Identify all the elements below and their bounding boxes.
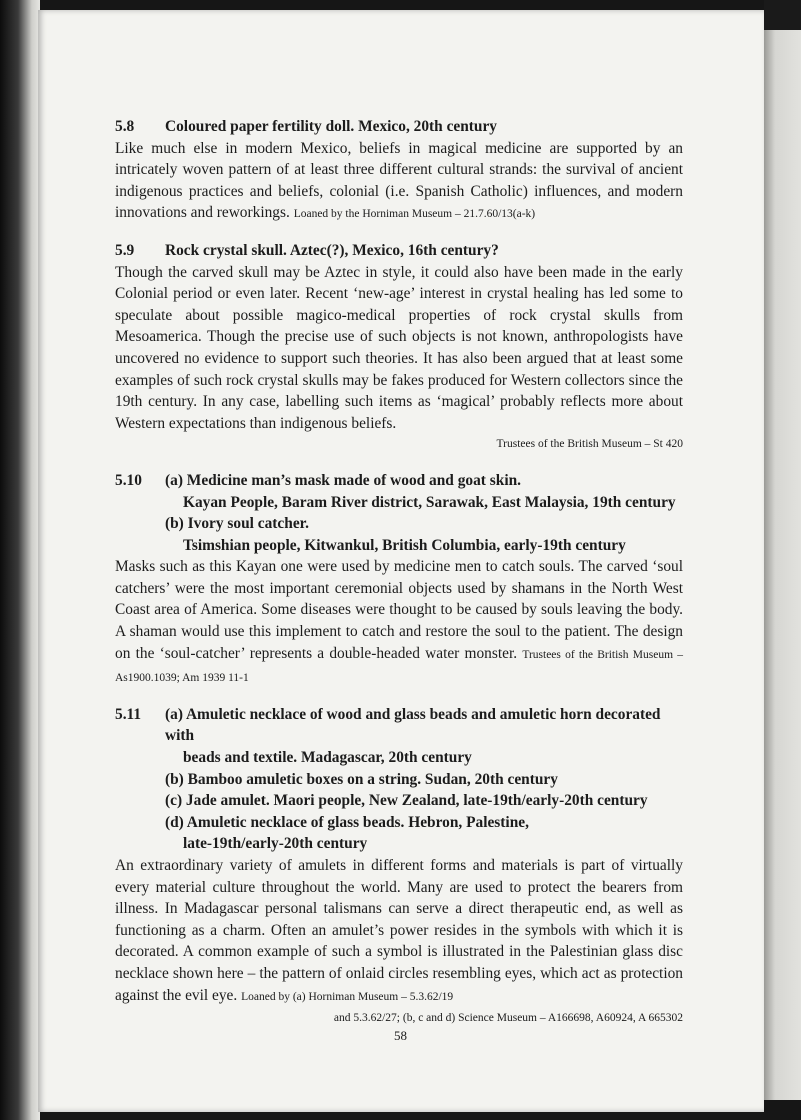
entry-number: 5.8 [115, 118, 135, 135]
book-spine [0, 0, 40, 1120]
entry-5-10 [115, 470, 683, 690]
entry-item-a: (a) Medicine man’s mask made of wood and goat skin. [165, 471, 521, 489]
entry-heading [115, 470, 683, 492]
entry-heading [115, 116, 683, 138]
entry-item-b: (b) Ivory soul catcher. [165, 515, 309, 533]
entry-title: Coloured paper fertility doll. Mexico, 20th century [165, 118, 497, 135]
entry-credit-cont: and 5.3.62/27; (b, c and d) Science Museum – A166698, A60924, A 665302 [333, 1012, 683, 1025]
entry-number: 5.10 [115, 471, 142, 489]
entry-title: Rock crystal skull. Aztec(?), Mexico, 16th century? [165, 241, 499, 259]
page-number: 58 [394, 1028, 407, 1043]
entry-credit: Trustees of the British Museum – St 420 [496, 438, 683, 451]
entry-item-a-cont: beads and textile. Madagascar, 20th century [183, 749, 472, 767]
entry-body: Masks such as this Kayan one were used by medicine men to catch souls. The carved ‘soul catchers’ were the most important ceremonial objects used by shamans in the North West Coast area of America. Some diseases were thought to be caused by souls leaving the body. A shaman would use this implement to catch and restore the soul to the patient. The design on the ‘soul-catcher’ represents a double-headed water monster. Trustees of the British Museum – As1900.1039; Am 1939 11-1 [115, 558, 683, 685]
entry-heading [115, 704, 683, 747]
entry-body: An extraordinary variety of amulets in different forms and materials is part of virtually every material culture throughout the world. Many are used to protect the bearers from illness. In Madagascar personal talismans can serve a direct therapeutic end, as well as functioning as a charm. Often an amulet’s power resides in the symbols with which it is decorated. A common example of such a symbol is illustrated in the Palestinian glass disc necklace shown here – the pattern of onlaid circles resembling eyes, which act as protection against the evil eye. Loaned by (a) Horniman Museum – 5.3.62/19 [115, 857, 683, 1004]
entry-number: 5.11 [115, 705, 142, 723]
entry-5-8 [115, 116, 683, 226]
entry-item-b: (b) Bamboo amuletic boxes on a string. Sudan, 20th century [165, 770, 558, 788]
entry-item-b-origin: Tsimshian people, Kitwankul, British Columbia, early-19th century [183, 536, 626, 554]
entry-number: 5.9 [115, 241, 135, 259]
entry-item-a-origin: Kayan People, Baram River district, Sarawak, East Malaysia, 19th century [183, 493, 676, 511]
entry-5-11 [115, 704, 683, 1030]
entry-credit: Loaned by the Horniman Museum – 21.7.60/13(a-k) [293, 208, 536, 221]
background-strip [764, 0, 801, 30]
entry-credit: Loaned by (a) Horniman Museum – 5.3.62/19 [241, 990, 454, 1003]
adjacent-page-edge [764, 30, 801, 1100]
entry-item-d-cont: late-19th/early-20th century [183, 835, 368, 853]
entry-item-a: (a) Amuletic necklace of wood and glass beads and amuletic horn decorated with [165, 705, 661, 745]
entry-body: Though the carved skull may be Aztec in style, it could also have been made in the early Colonial period or even later. Recent ‘new-age’ interest in crystal healing has led some to speculate about possible magico-medical properties of rock crystal skulls from Mesoamerica. Though the precise use of such objects is not known, anthropologists have uncovered no evidence to support such theories. It has also been argued that at least some examples of such rock crystal skulls may be fakes produced for Western collectors since the 19th century. In any case, labelling such items as ‘magical’ probably reflects more about Western expectations than indigenous beliefs. [115, 263, 683, 432]
entry-heading [115, 240, 683, 262]
entry-credit: Trustees of the British Museum – As1900.1039; Am 1939 11-1 [115, 648, 683, 685]
entry-item-c: (c) Jade amulet. Maori people, New Zealand, late-19th/early-20th century [165, 792, 648, 810]
entry-item-d: (d) Amuletic necklace of glass beads. Hebron, Palestine, [165, 813, 529, 831]
entry-5-9 [115, 240, 683, 456]
page-content [115, 116, 683, 1044]
entry-body: Like much else in modern Mexico, beliefs in magical medicine are supported by an intricately woven pattern of at least three different cultural strands: the survival of ancient indigenous practices and beliefs, colonial (i.e. Spanish Catholic) influences, and modern innovations and reworkings. Loaned by the Horniman Museum – 21.7.60/13(a-k) [115, 139, 683, 222]
